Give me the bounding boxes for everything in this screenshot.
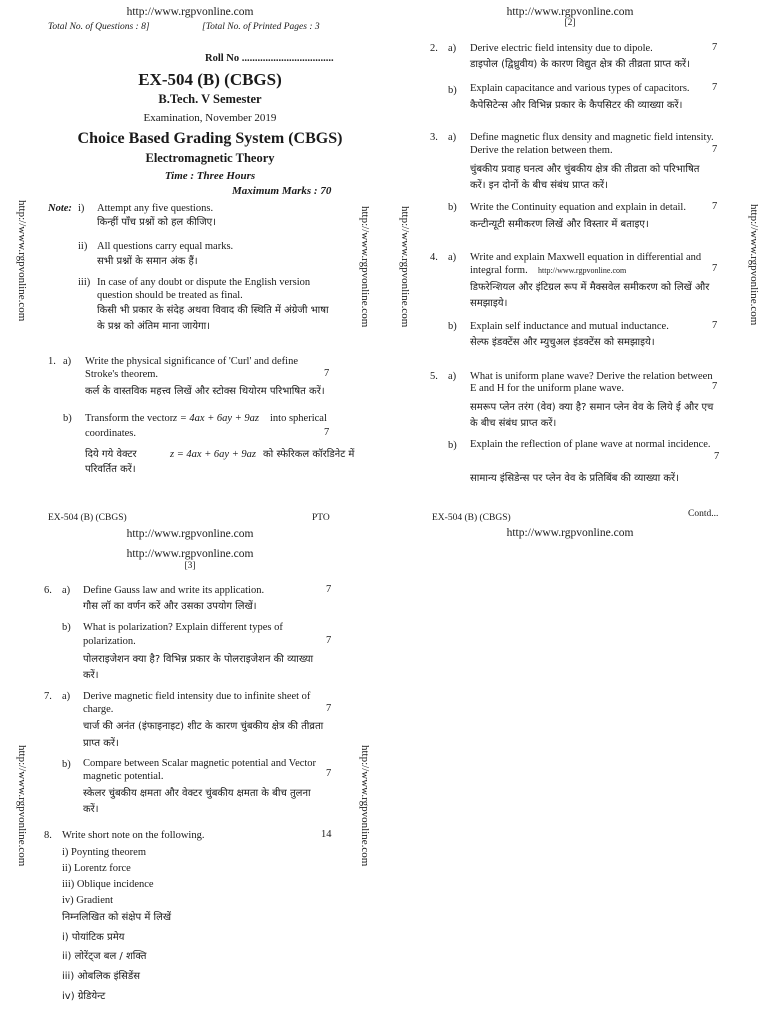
note-2-num: ii) [78,241,88,252]
q1-a-label: a) [63,356,72,367]
site-url-bottom-left: http://www.rgpvonline.com [126,528,254,540]
q4-a-hi-2: समझाइये। [470,298,508,309]
subject: Electromagnetic Theory [145,151,275,165]
q2-number: 2. [430,43,438,54]
q2-b-marks: 7 [712,82,718,93]
q7-a-hi-2: प्राप्त करें। [83,738,119,749]
q3-b-en: Write the Continuity equation and explain in detail. [470,202,686,213]
q1-b-marks: 7 [324,427,330,438]
note-1-hi: किन्हीं पाँच प्रश्नों को हल कीजिए। [97,217,216,228]
q1-b-label: b) [63,413,72,424]
q1-vector-hi: z = 4ax + 6ay + 9az [170,449,256,460]
exam-session: Examination, November 2019 [143,112,277,124]
note-3-hi-1: किसी भी प्रकार के संदेह अथवा विवाद की स्थिति में अंग्रेजी भाषा [97,305,329,316]
q4-number: 4. [430,252,438,263]
q6-number: 6. [44,585,52,596]
paper-code: EX-504 (B) (CBGS) [138,70,282,89]
q4-a-en-2: integral form. [470,265,528,276]
q5-a-en-2: E and H for the uniform plane wave. [470,383,624,394]
q8-item-en-2: ii) Lorentz force [62,863,131,874]
q7-b-en-2: magnetic potential. [83,771,164,782]
q6-b-en-1: What is polarization? Explain different types of [83,622,283,633]
q7-a-en-1: Derive magnetic field intensity due to infinite sheet of [83,691,311,702]
q2-a-label: a) [448,43,457,54]
q4-b-label: b) [448,321,457,332]
q8-item-hi-1: i) पोयांटिक प्रमेय [62,932,125,943]
q3-a-marks: 7 [712,144,718,155]
q1-b-en-2: coordinates. [85,428,137,439]
footer-code-left: EX-504 (B) (CBGS) [48,513,127,523]
exam-time: Time : Three Hours [164,170,256,182]
q6-a-en: Define Gauss law and write its application. [83,585,265,596]
q2-b-en: Explain capacitance and various types of capacitors. [470,83,690,94]
note-3-en-1: In case of any doubt or dispute the English version [97,277,311,288]
q1-a-marks: 7 [324,368,330,379]
q6-a-hi: गौस लॉ का वर्णन करें और उसका उपयोग लिखें। [83,601,257,612]
q4-b-en: Explain self inductance and mutual inductance. [470,321,669,332]
q5-number: 5. [430,371,438,382]
note-1-num: i) [78,203,85,214]
q7-number: 7. [44,691,52,702]
q7-a-en-2: charge. [83,704,114,715]
watermark-vertical-5: http://www.rgpvonline.com [16,745,28,867]
q4-inline-url: http://www.rgpvonline.com [538,266,627,275]
q5-a-en-1: What is uniform plane wave? Derive the relation between [470,371,713,382]
q5-a-label: a) [448,371,457,382]
q8-en: Write short note on the following. [62,830,205,841]
course: B.Tech. V Semester [158,92,262,106]
q1-a-en-2: Stroke's theorem. [85,369,159,380]
q8-item-hi-4: iv) ग्रेडियेन्ट [62,991,106,1002]
q6-a-label: a) [62,585,71,596]
note-2-en: All questions carry equal marks. [97,241,234,252]
q5-b-label: b) [448,440,457,451]
grading-system: Choice Based Grading System (CBGS) [77,130,343,147]
site-url-bottom-right: http://www.rgpvonline.com [506,527,634,539]
q7-b-hi-1: स्केलर चुंबकीय क्षमता और वेक्टर चुंबकीय क्षमता के बीच तुलना [83,788,311,799]
watermark-vertical-4: http://www.rgpvonline.com [748,204,760,326]
q5-b-en: Explain the reflection of plane wave at normal incidence. [470,439,711,450]
q6-b-hi-2: करें। [83,670,99,681]
q4-a-marks: 7 [712,263,718,274]
q1-vector: z = 4ax + 6ay + 9az [173,413,259,424]
note-1-en: Attempt any five questions. [97,203,214,214]
footer-contd: Contd... [688,509,719,519]
note-3-hi-2: के प्रश्न को अंतिम माना जायेगा। [97,321,211,332]
page-number-3: [3] [184,561,196,571]
q3-b-hi: कन्टीन्यूटी समीकरण लिखें और विस्तार में बताइए। [470,219,649,230]
q4-a-en-1: Write and explain Maxwell equation in differential and [470,252,702,263]
footer-pto: PTO [312,513,330,523]
site-url-top-right: http://www.rgpvonline.com [506,6,634,18]
q7-b-label: b) [62,759,71,770]
q3-a-label: a) [448,132,457,143]
page-number-2: [2] [564,18,576,28]
q7-b-marks: 7 [326,768,332,779]
q4-a-hi-1: डिफरेन्शियल और इंटिग्रल रूप में मैक्सवेल समीकरण को लिखें और [470,282,710,293]
q7-a-hi-1: चार्ज की अनंत (इंफाइनाइट) शीट के कारण चुंबकीय क्षेत्र की तीव्रता [83,721,324,732]
total-questions: Total No. of Questions : 8] [48,22,150,32]
q3-a-hi-1: चुंबकीय प्रवाह घनत्व और चुंबकीय क्षेत्र की तीव्रता को परिभाषित [470,164,700,175]
q2-a-en: Derive electric field intensity due to dipole. [470,43,653,54]
q1-number: 1. [48,356,56,367]
watermark-vertical-2: http://www.rgpvonline.com [359,206,371,328]
note-3-num: iii) [78,277,91,288]
q6-a-marks: 7 [326,584,332,595]
footer-code-right: EX-504 (B) (CBGS) [432,513,511,523]
watermark-vertical-3: http://www.rgpvonline.com [399,206,411,328]
q4-b-hi: सेल्फ इंडक्टेंस और म्युचुअल इंडक्टेंस को समझाइये। [470,337,655,348]
roll-no: Roll No ................................... [205,53,334,64]
q1-a-en-1: Write the physical significance of 'Curl' and define [85,356,298,367]
q2-b-hi: कैपेसिटेन्स और विभिन्न प्रकार के कैपसिटर की व्याख्या करें। [470,100,683,111]
q5-a-hi-2: के बीच संबंध प्राप्त करें। [470,418,557,429]
q8-marks: 14 [321,829,332,840]
site-url-top-left: http://www.rgpvonline.com [126,6,254,18]
q5-b-marks: 7 [714,451,720,462]
note-2-hi: सभी प्रश्नों के समान अंक हैं। [97,256,198,267]
q7-a-label: a) [62,691,71,702]
watermark-vertical-1: http://www.rgpvonline.com [16,200,28,322]
q8-item-hi-3: iii) ओबलिक इंसिडेंस [62,971,140,982]
q8-item-hi-2: ii) लोरेंट्ज बल / शक्ति [62,951,147,962]
q7-b-en-1: Compare between Scalar magnetic potential and Vector [83,758,317,769]
q1-b-hi-2: परिवर्तित करें। [85,464,136,475]
q3-b-marks: 7 [712,201,718,212]
max-marks: Maximum Marks : 70 [232,185,332,197]
q2-b-label: b) [448,85,457,96]
q4-a-label: a) [448,252,457,263]
q6-b-label: b) [62,622,71,633]
q2-a-marks: 7 [712,42,718,53]
q8-item-en-1: i) Poynting theorem [62,847,146,858]
q7-b-hi-2: करें। [83,804,99,815]
q1-b-en-1b: into spherical [270,413,327,424]
q8-item-en-3: iii) Oblique incidence [62,879,154,890]
q3-number: 3. [430,132,438,143]
q1-b-hi-1b: को स्फेरिकल कॉरडिनेट में [263,449,355,460]
q6-b-marks: 7 [326,635,332,646]
q1-a-hi: कर्ल के वास्तविक महत्त्व लिखें और स्टोक्स थियोरम परिभाषित करें। [85,386,325,397]
q8-hi-intro: निम्नलिखित को संक्षेप में लिखें [62,912,172,923]
total-pages: [Total No. of Printed Pages : 3 [202,22,320,32]
q1-b-en-1a: Transform the vector [85,413,174,424]
q3-a-en-1: Define magnetic flux density and magnetic field intensity. [470,132,714,143]
q5-a-marks: 7 [712,381,718,392]
q3-a-en-2: Derive the relation between them. [470,145,613,156]
q2-a-hi: डाइपोल (द्विध्रुवीय) के कारण विद्युत क्षेत्र की तीव्रता प्राप्त करें। [470,59,690,70]
q3-b-label: b) [448,202,457,213]
q7-a-marks: 7 [326,703,332,714]
q8-number: 8. [44,830,52,841]
q5-b-hi: सामान्य इंसिडेन्स पर प्लेन वेव के प्रतिबिंब की व्याख्या करें। [470,473,679,484]
q6-b-en-2: polarization. [83,636,136,647]
q4-b-marks: 7 [712,320,718,331]
note-3-en-2: question should be treated as final. [97,290,243,301]
q5-a-hi-1: समरूप प्लेन तरंग (वेव) क्या है? समान प्लेन वेव के लिये ई और एच [470,402,714,413]
q8-item-en-4: iv) Gradient [62,895,114,906]
q3-a-hi-2: करें। इन दोनों के बीच संबंध प्राप्त करें। [470,180,608,191]
note-label: Note: [48,203,72,214]
q1-b-hi-1a: दिये गये वेक्टर [85,449,137,460]
q6-b-hi-1: पोलराइजेशन क्या है? विभिन्न प्रकार के पोलराइजेशन की व्याख्या [83,654,314,665]
site-url-page3: http://www.rgpvonline.com [126,548,254,560]
watermark-vertical-6: http://www.rgpvonline.com [359,745,371,867]
